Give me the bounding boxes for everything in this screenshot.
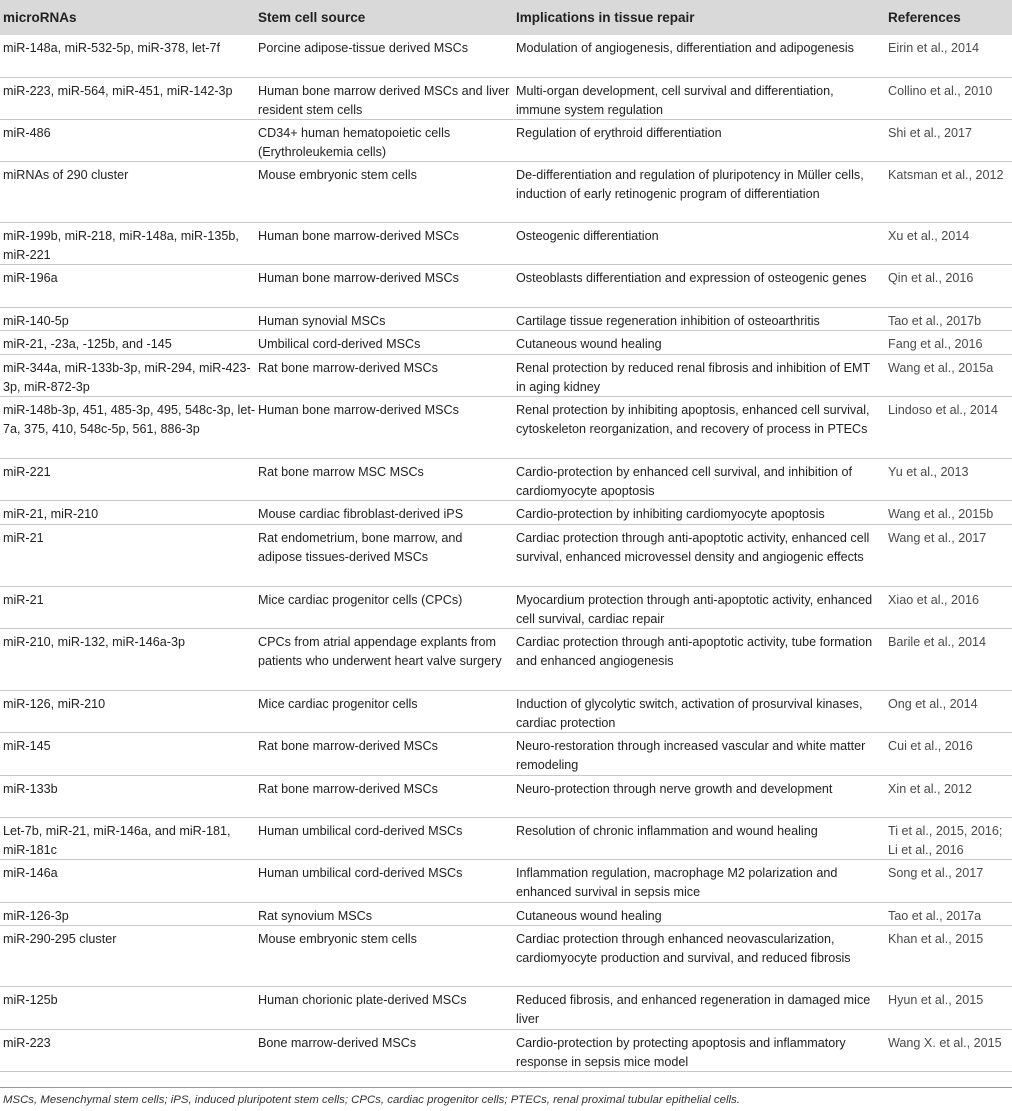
table-body	[0, 35, 1012, 1072]
cell-references: Katsman et al., 2012	[888, 168, 1004, 182]
cell-implications: Cardiac protection through anti-apoptotic activity, tube formation and enhanced angiogenesis	[516, 635, 873, 668]
table-row	[0, 120, 1012, 162]
table-header	[0, 0, 1012, 35]
cell-references: Xu et al., 2014	[888, 229, 970, 243]
table-row	[0, 459, 1012, 501]
cell-source: Bone marrow-derived MSCs	[258, 1036, 417, 1050]
cell-source: Rat endometrium, bone marrow, and adipose tissues-derived MSCs	[258, 531, 463, 564]
cell-mirnas: miR-126, miR-210	[3, 697, 106, 711]
cell-mirnas: miRNAs of 290 cluster	[3, 168, 129, 182]
cell-implications: Cardio-protection by enhanced cell survival, and inhibition of cardiomyocyte apoptosis	[516, 465, 853, 498]
cell-references: Ti et al., 2015, 2016; Li et al., 2016	[888, 824, 1003, 857]
table-row	[0, 35, 1012, 78]
cell-source: Human bone marrow-derived MSCs	[258, 271, 459, 285]
cell-source: CPCs from atrial appendage explants from patients who underwent heart valve surgery	[258, 635, 502, 668]
table-row	[0, 308, 1012, 331]
cell-references: Qin et al., 2016	[888, 271, 974, 285]
cell-mirnas: miR-133b	[3, 782, 58, 796]
cell-mirnas: miR-146a	[3, 866, 58, 880]
cell-mirnas: Let-7b, miR-21, miR-146a, and miR-181, miR-181c	[3, 824, 231, 857]
cell-implications: Resolution of chronic inflammation and wound healing	[516, 824, 818, 838]
table-row	[0, 818, 1012, 860]
cell-source: Rat bone marrow-derived MSCs	[258, 361, 438, 375]
cell-references: Khan et al., 2015	[888, 932, 984, 946]
cell-implications: Renal protection by inhibiting apoptosis, enhanced cell survival, cytoskeleton reorganization, and recovery of process in PTECs	[516, 403, 870, 436]
cell-implications: Cardio-protection by protecting apoptosis and inflammatory response in sepsis mice model	[516, 1036, 846, 1069]
cell-references: Wang et al., 2015a	[888, 361, 994, 375]
cell-source: Mouse embryonic stem cells	[258, 932, 417, 946]
cell-references: Shi et al., 2017	[888, 126, 973, 140]
cell-mirnas: miR-344a, miR-133b-3p, miR-294, miR-423-3p, miR-872-3p	[3, 361, 251, 394]
cell-implications: Cardiac protection through anti-apoptotic activity, enhanced cell survival, enhanced microvessel density and angiogenic effects	[516, 531, 870, 564]
header-source: Stem cell source	[258, 10, 366, 25]
cell-references: Tao et al., 2017b	[888, 314, 982, 328]
table-row	[0, 629, 1012, 691]
table-row	[0, 265, 1012, 308]
table-row	[0, 223, 1012, 265]
cell-source: Mouse embryonic stem cells	[258, 168, 417, 182]
cell-references: Barile et al., 2014	[888, 635, 987, 649]
cell-implications: Osteoblasts differentiation and expression of osteogenic genes	[516, 271, 867, 285]
cell-implications: Induction of glycolytic switch, activation of prosurvival kinases, cardiac protection	[516, 697, 863, 730]
cell-mirnas: miR-21, -23a, -125b, and -145	[3, 337, 172, 351]
cell-implications: De-differentiation and regulation of pluripotency in Müller cells, induction of early retinogenic program of differentiation	[516, 168, 864, 201]
table-row	[0, 691, 1012, 733]
cell-references: Lindoso et al., 2014	[888, 403, 998, 417]
cell-implications: Modulation of angiogenesis, differentiation and adipogenesis	[516, 41, 854, 55]
cell-implications: Reduced fibrosis, and enhanced regeneration in damaged mice liver	[516, 993, 871, 1026]
table-row	[0, 78, 1012, 120]
cell-source: Human bone marrow derived MSCs and liver resident stem cells	[258, 84, 510, 117]
cell-references: Eirin et al., 2014	[888, 41, 980, 55]
cell-references: Song et al., 2017	[888, 866, 984, 880]
cell-mirnas: miR-290-295 cluster	[3, 932, 117, 946]
cell-mirnas: miR-126-3p	[3, 909, 69, 923]
cell-implications: Multi-organ development, cell survival and differentiation, immune system regulation	[516, 84, 834, 117]
cell-implications: Neuro-protection through nerve growth and development	[516, 782, 833, 796]
table-row	[0, 587, 1012, 629]
cell-source: Human umbilical cord-derived MSCs	[258, 866, 463, 880]
cell-implications: Neuro-restoration through increased vascular and white matter remodeling	[516, 739, 866, 772]
header-references: References	[888, 10, 961, 25]
table-row	[0, 331, 1012, 355]
cell-source: Rat bone marrow-derived MSCs	[258, 739, 438, 753]
cell-references: Wang et al., 2015b	[888, 507, 994, 521]
cell-implications: Renal protection by reduced renal fibrosis and inhibition of EMT in aging kidney	[516, 361, 870, 394]
cell-implications: Cardiac protection through enhanced neovascularization, cardiomyocyte production and survival, and reduced fibrosis	[516, 932, 851, 965]
table-row	[0, 926, 1012, 987]
cell-source: Human synovial MSCs	[258, 314, 386, 328]
cell-source: Human bone marrow-derived MSCs	[258, 403, 459, 417]
cell-source: Mice cardiac progenitor cells	[258, 697, 418, 711]
table-row	[0, 987, 1012, 1030]
table-row	[0, 162, 1012, 223]
cell-implications: Cutaneous wound healing	[516, 337, 662, 351]
cell-implications: Myocardium protection through anti-apoptotic activity, enhanced cell survival, cardiac repair	[516, 593, 873, 626]
table-row	[0, 903, 1012, 926]
cell-mirnas: miR-148a, miR-532-5p, miR-378, let-7f	[3, 41, 220, 55]
table-row	[0, 355, 1012, 397]
cell-mirnas: miR-221	[3, 465, 51, 479]
cell-references: Wang et al., 2017	[888, 531, 987, 545]
cell-implications: Cardio-protection by inhibiting cardiomyocyte apoptosis	[516, 507, 825, 521]
cell-mirnas: miR-223	[3, 1036, 51, 1050]
cell-references: Hyun et al., 2015	[888, 993, 984, 1007]
table-row	[0, 397, 1012, 459]
cell-implications: Osteogenic differentiation	[516, 229, 659, 243]
table-row	[0, 733, 1012, 776]
cell-references: Xiao et al., 2016	[888, 593, 980, 607]
cell-source: Rat synovium MSCs	[258, 909, 373, 923]
cell-mirnas: miR-223, miR-564, miR-451, miR-142-3p	[3, 84, 233, 98]
cell-mirnas: miR-145	[3, 739, 51, 753]
cell-mirnas: miR-196a	[3, 271, 58, 285]
cell-source: Rat bone marrow-derived MSCs	[258, 782, 438, 796]
cell-source: Rat bone marrow MSC MSCs	[258, 465, 424, 479]
cell-implications: Cartilage tissue regeneration inhibition of osteoarthritis	[516, 314, 820, 328]
cell-references: Xin et al., 2012	[888, 782, 973, 796]
cell-source: CD34+ human hematopoietic cells (Erythroleukemia cells)	[258, 126, 451, 159]
cell-source: Human umbilical cord-derived MSCs	[258, 824, 463, 838]
table-footnote: MSCs, Mesenchymal stem cells; iPS, induced pluripotent stem cells; CPCs, cardiac progenitor cells; PTECs, renal proximal tubular epithelial cells.	[3, 1094, 740, 1106]
table-row	[0, 1030, 1012, 1072]
cell-mirnas: miR-199b, miR-218, miR-148a, miR-135b, miR-221	[3, 229, 239, 262]
cell-mirnas: miR-21	[3, 593, 44, 607]
table-row	[0, 525, 1012, 587]
cell-references: Cui et al., 2016	[888, 739, 973, 753]
cell-references: Yu et al., 2013	[888, 465, 969, 479]
table-row	[0, 776, 1012, 818]
table-bottom-rule	[0, 1087, 1012, 1088]
cell-references: Fang et al., 2016	[888, 337, 983, 351]
header-implications: Implications in tissue repair	[516, 10, 695, 25]
cell-source: Umbilical cord-derived MSCs	[258, 337, 421, 351]
cell-source: Porcine adipose-tissue derived MSCs	[258, 41, 468, 55]
cell-mirnas: miR-486	[3, 126, 51, 140]
cell-source: Human chorionic plate-derived MSCs	[258, 993, 467, 1007]
cell-references: Ong et al., 2014	[888, 697, 978, 711]
cell-implications: Inflammation regulation, macrophage M2 polarization and enhanced survival in sepsis mice	[516, 866, 838, 899]
cell-implications: Cutaneous wound healing	[516, 909, 662, 923]
cell-references: Tao et al., 2017a	[888, 909, 982, 923]
cell-source: Mouse cardiac fibroblast-derived iPS	[258, 507, 464, 521]
cell-references: Collino et al., 2010	[888, 84, 993, 98]
table-row	[0, 501, 1012, 525]
table-row	[0, 860, 1012, 903]
cell-mirnas: miR-148b-3p, 451, 485-3p, 495, 548c-3p, let-7a, 375, 410, 548c-5p, 561, 886-3p	[3, 403, 256, 436]
cell-mirnas: miR-21	[3, 531, 44, 545]
header-mirnas: microRNAs	[3, 10, 77, 25]
cell-source: Human bone marrow-derived MSCs	[258, 229, 459, 243]
cell-mirnas: miR-125b	[3, 993, 58, 1007]
cell-implications: Regulation of erythroid differentiation	[516, 126, 722, 140]
cell-source: Mice cardiac progenitor cells (CPCs)	[258, 593, 463, 607]
cell-mirnas: miR-210, miR-132, miR-146a-3p	[3, 635, 185, 649]
cell-mirnas: miR-21, miR-210	[3, 507, 99, 521]
cell-mirnas: miR-140-5p	[3, 314, 69, 328]
cell-references: Wang X. et al., 2015	[888, 1036, 1002, 1050]
